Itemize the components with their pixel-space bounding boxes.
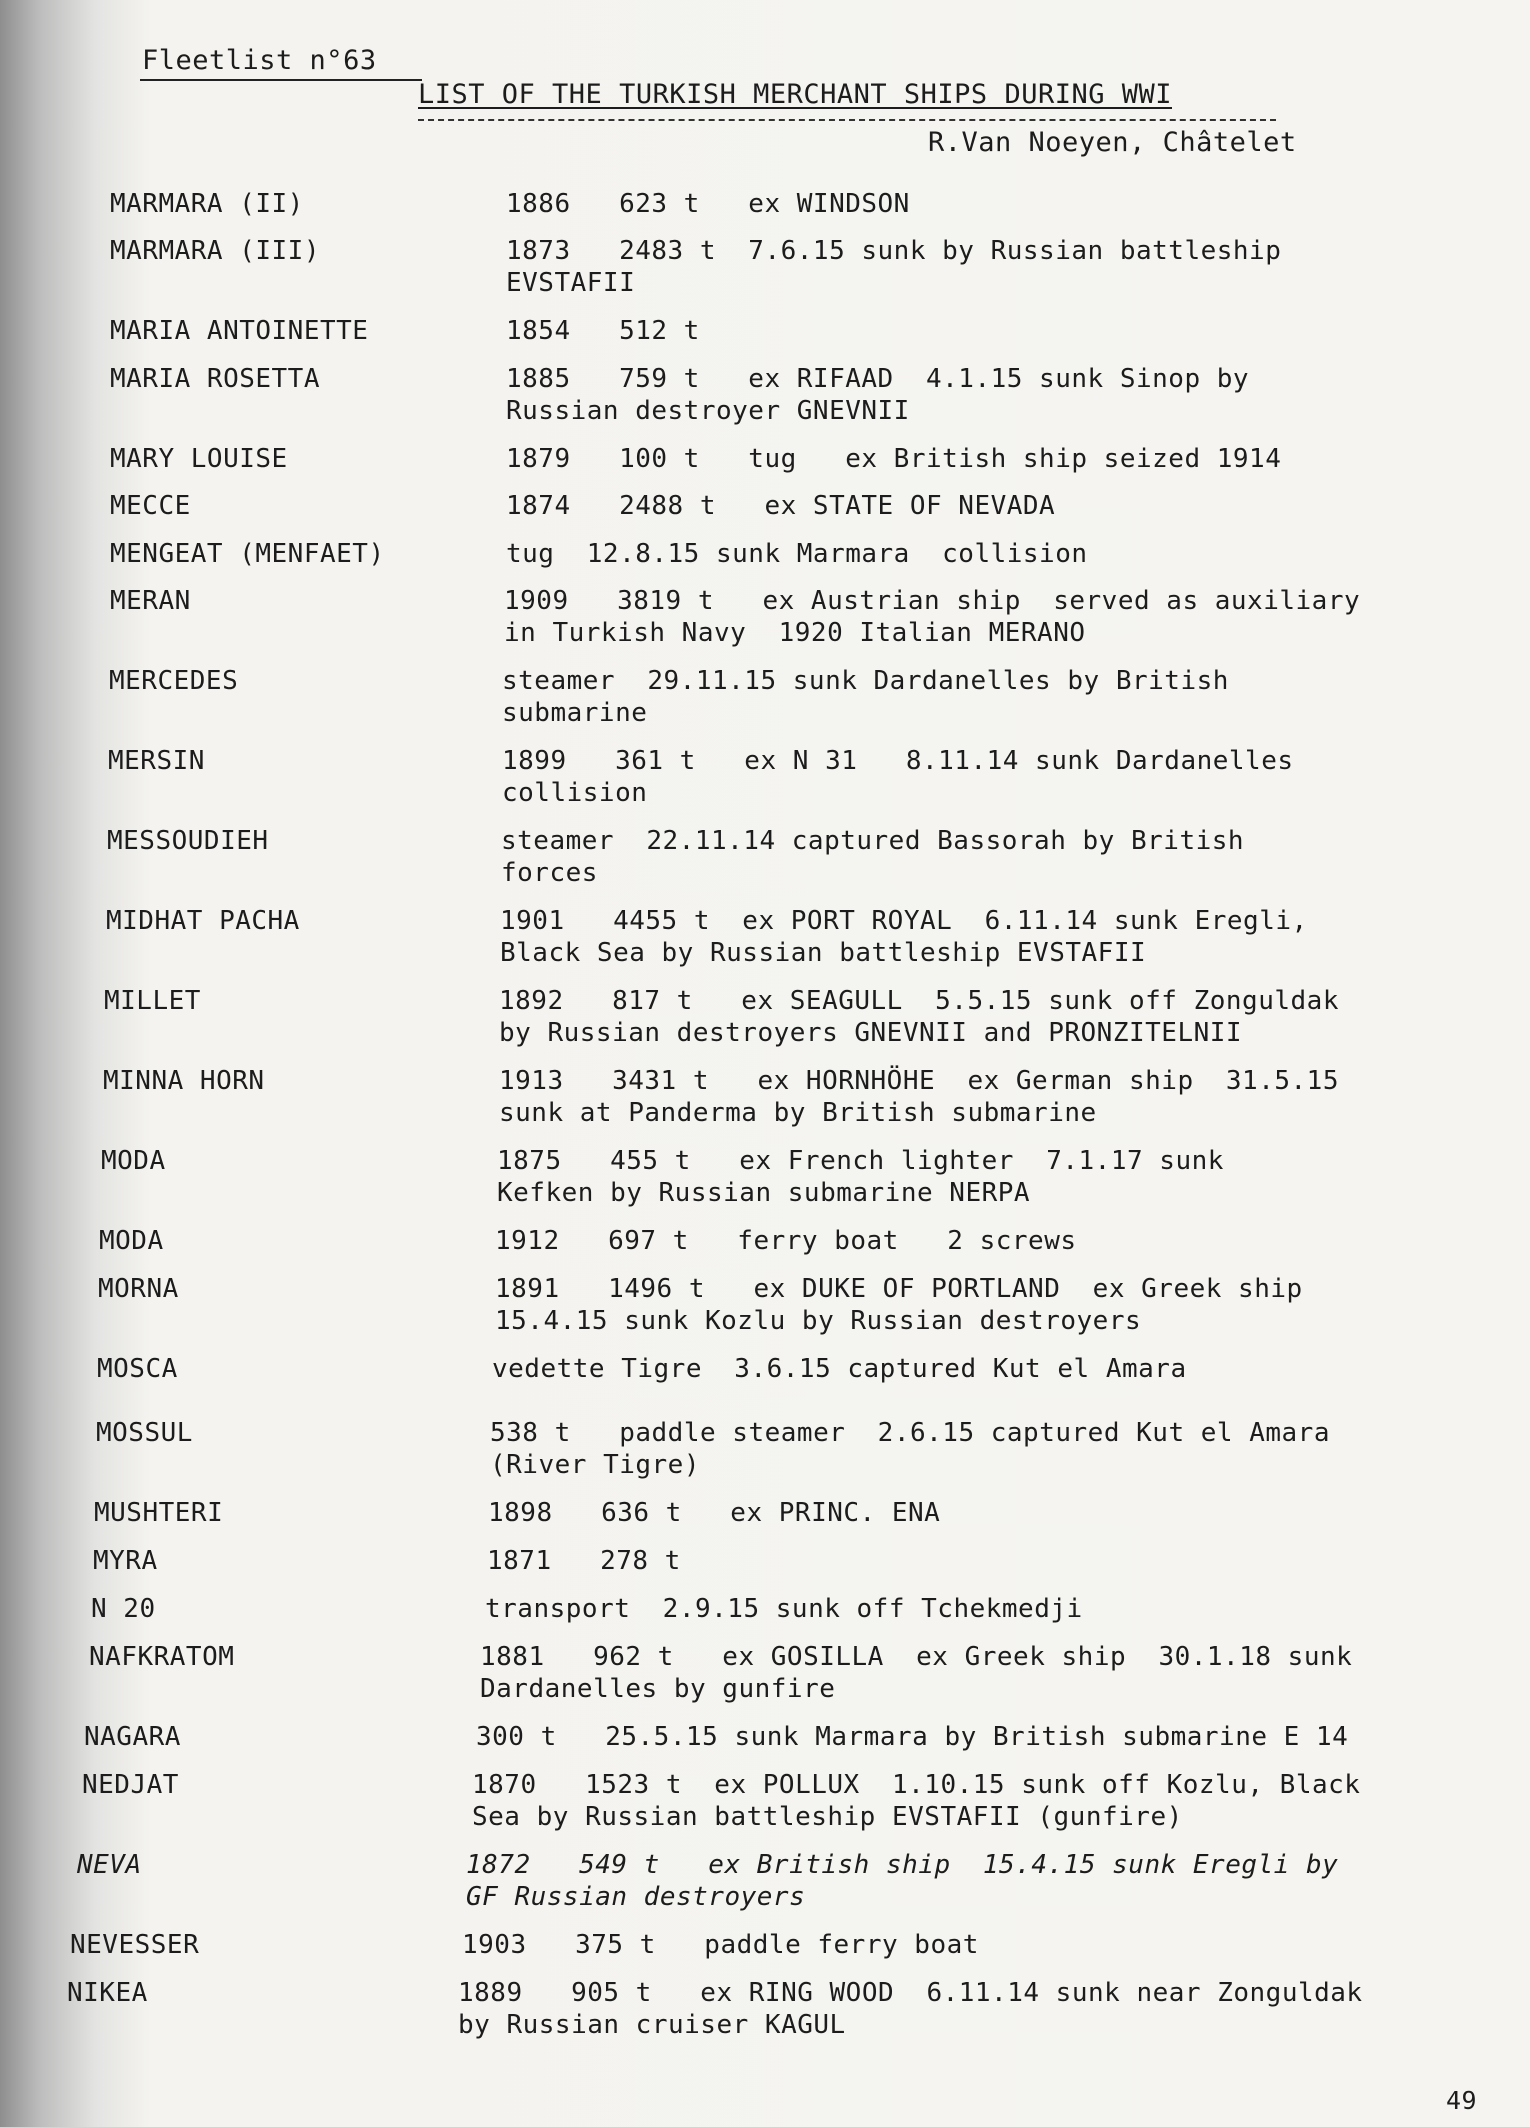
ship-name: MECCE (110, 491, 191, 521)
ship-description-line: 1899 361 t ex N 31 8.11.14 sunk Dardanelles (502, 746, 1294, 776)
page-number: 49 (1446, 2086, 1478, 2115)
ship-description-line: forces (501, 858, 598, 888)
ship-description-line: 538 t paddle steamer 2.6.15 captured Kut el Amara (490, 1418, 1330, 1448)
ship-description-line: 1889 905 t ex RING WOOD 6.11.14 sunk near Zonguldak (458, 1978, 1363, 2008)
ship-description-line: 1875 455 t ex French lighter 7.1.17 sunk (497, 1146, 1224, 1176)
ship-description-line: 1854 512 t (506, 316, 700, 346)
ship-name: MARIA ROSETTA (110, 364, 320, 394)
ship-name: MARMARA (III) (110, 236, 320, 266)
ship-description-line: GF Russian destroyers (466, 1882, 806, 1912)
ship-description-line: steamer 22.11.14 captured Bassorah by British (501, 826, 1245, 856)
ship-name: MERAN (110, 586, 191, 616)
ship-name: MERSIN (108, 746, 205, 776)
ship-description-line: 1901 4455 t ex PORT ROYAL 6.11.14 sunk Eregli, (500, 906, 1308, 936)
ship-description-line: Kefken by Russian submarine NERPA (497, 1178, 1031, 1208)
ship-name: MODA (101, 1146, 166, 1176)
ship-description-line: in Turkish Navy 1920 Italian MERANO (504, 618, 1086, 648)
ship-name: MARMARA (II) (110, 189, 304, 219)
ship-name: MODA (99, 1226, 164, 1256)
ship-description-line: 300 t 25.5.15 sunk Marmara by British submarine E 14 (476, 1722, 1349, 1752)
ship-name: MILLET (104, 986, 201, 1016)
ship-description-line: Dardanelles by gunfire (480, 1674, 836, 1704)
ship-description-line: 1886 623 t ex WINDSON (506, 189, 910, 219)
fleetlist-number: Fleetlist n°63 (142, 45, 377, 76)
ship-description-line: 1871 278 t (487, 1546, 681, 1576)
ship-description-line: Sea by Russian battleship EVSTAFII (gunfire) (472, 1802, 1183, 1832)
ship-description-line: by Russian destroyers GNEVNII and PRONZITELNII (499, 1018, 1243, 1048)
ship-name: NAFKRATOM (89, 1642, 235, 1672)
ship-name: MYRA (93, 1546, 158, 1576)
ship-name: MERCEDES (109, 666, 239, 696)
ship-description-line: 1898 636 t ex PRINC. ENA (488, 1498, 941, 1528)
title-dashed-rule (418, 119, 1276, 121)
ship-name: MENGEAT (MENFAET) (110, 539, 385, 569)
ship-description-line: 1879 100 t tug ex British ship seized 1914 (506, 444, 1282, 474)
ship-name: MIDHAT PACHA (106, 906, 300, 936)
ship-description-line: 1885 759 t ex RIFAAD 4.1.15 sunk Sinop by (506, 364, 1250, 394)
ship-description-line: 1891 1496 t ex DUKE OF PORTLAND ex Greek ship (495, 1274, 1303, 1304)
ship-description-line: 1903 375 t paddle ferry boat (462, 1930, 979, 1960)
ship-name: MARY LOUISE (110, 444, 288, 474)
ship-description-line: vedette Tigre 3.6.15 captured Kut el Amara (492, 1354, 1187, 1384)
ship-description-line: by Russian cruiser KAGUL (458, 2010, 846, 2040)
ship-description-line: Black Sea by Russian battleship EVSTAFII (500, 938, 1147, 968)
ship-name: MORNA (98, 1274, 179, 1304)
ship-name: NEDJAT (82, 1770, 179, 1800)
ship-description-line: tug 12.8.15 sunk Marmara collision (506, 539, 1088, 569)
ship-description-line: 1913 3431 t ex HORNHÖHE ex German ship 31.5.15 (499, 1066, 1339, 1096)
document-title: LIST OF THE TURKISH MERCHANT SHIPS DURING WWI (418, 79, 1172, 110)
ship-description-line: 1909 3819 t ex Austrian ship served as auxiliary (504, 586, 1361, 616)
ship-description-line: submarine (502, 698, 648, 728)
ship-description-line: 1892 817 t ex SEAGULL 5.5.15 sunk off Zonguldak (499, 986, 1339, 1016)
ship-description-line: 1873 2483 t 7.6.15 sunk by Russian battleship (506, 236, 1282, 266)
ship-name: MOSSUL (96, 1418, 193, 1448)
ship-name: N 20 (91, 1594, 156, 1624)
ship-description-line: (River Tigre) (490, 1450, 700, 1480)
ship-name: NEVESSER (70, 1930, 200, 1960)
ship-description-line: sunk at Panderma by British submarine (499, 1098, 1097, 1128)
ship-description-line: Russian destroyer GNEVNII (506, 396, 910, 426)
ship-name: MESSOUDIEH (107, 826, 269, 856)
ship-description-line: 1872 549 t ex British ship 15.4.15 sunk Eregli by (466, 1850, 1339, 1880)
ship-name: MUSHTERI (94, 1498, 224, 1528)
ship-name: NIKEA (67, 1978, 148, 2008)
ship-name: MINNA HORN (103, 1066, 265, 1096)
ship-description-line: collision (502, 778, 648, 808)
ship-description-line: 1881 962 t ex GOSILLA ex Greek ship 30.1.18 sunk (480, 1642, 1353, 1672)
ship-description-line: 1874 2488 t ex STATE OF NEVADA (506, 491, 1056, 521)
ship-name: NEVA (77, 1850, 142, 1880)
ship-description-line: 1870 1523 t ex POLLUX 1.10.15 sunk off Kozlu, Black (472, 1770, 1361, 1800)
ship-description-line: steamer 29.11.15 sunk Dardanelles by British (502, 666, 1229, 696)
ship-description-line: 15.4.15 sunk Kozlu by Russian destroyers (495, 1306, 1142, 1336)
ship-description-line: 1912 697 t ferry boat 2 screws (495, 1226, 1077, 1256)
ship-description-line: EVSTAFII (506, 268, 636, 298)
ship-description-line: transport 2.9.15 sunk off Tchekmedji (485, 1594, 1083, 1624)
ship-name: MOSCA (97, 1354, 178, 1384)
ship-name: MARIA ANTOINETTE (110, 316, 369, 346)
fleetlist-underline (140, 79, 422, 81)
document-author: R.Van Noeyen, Châtelet (928, 127, 1297, 158)
ship-name: NAGARA (84, 1722, 181, 1752)
